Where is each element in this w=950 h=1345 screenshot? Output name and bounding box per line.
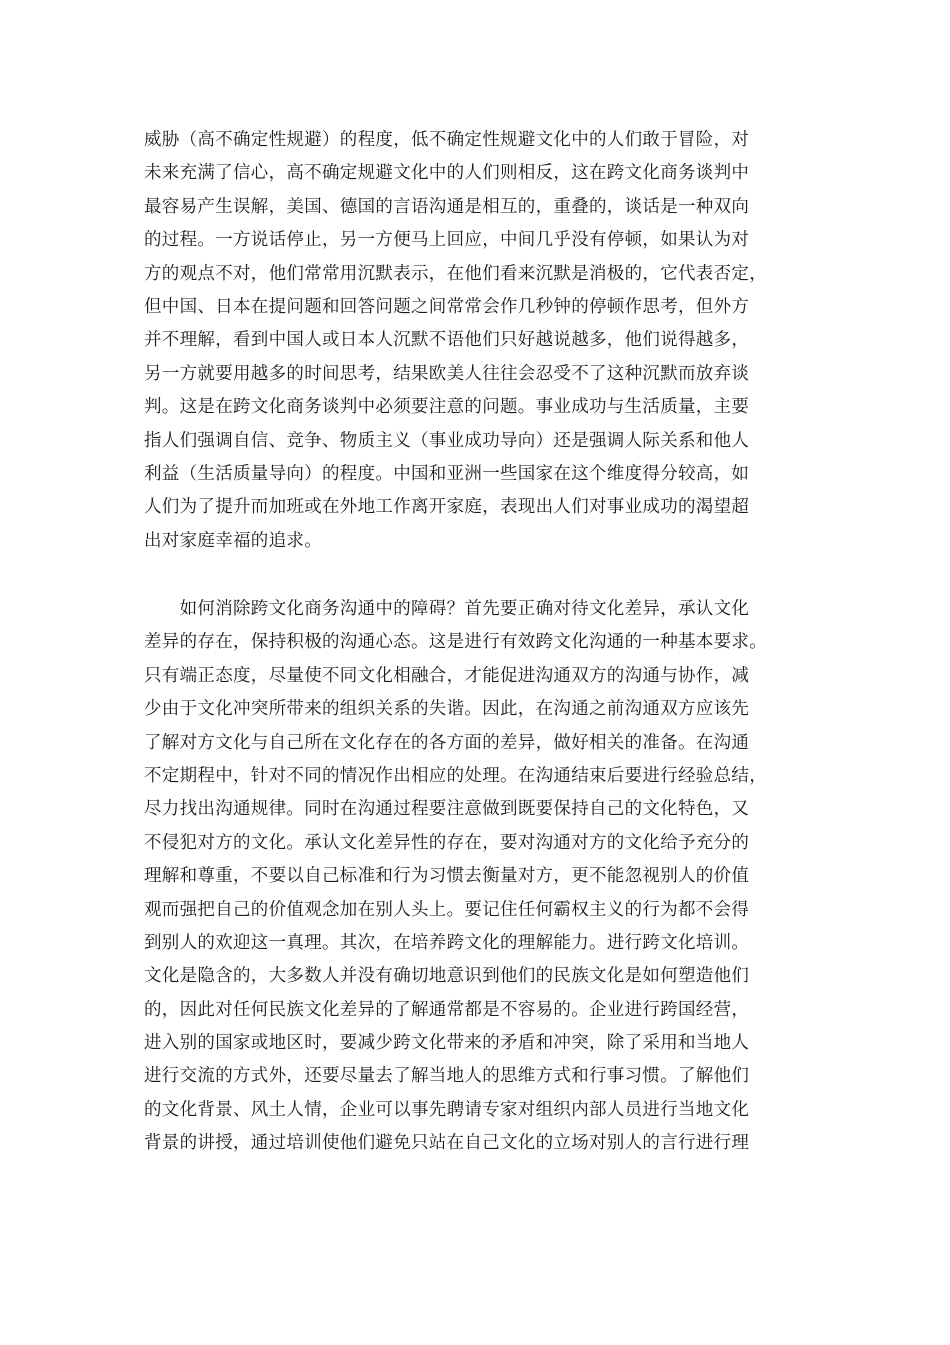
text-line: 指人们强调自信、竞争、物质主义（事业成功导向）还是强调人际关系和他人 [144, 430, 750, 451]
text-line: 理解和尊重，不要以自己标准和行为习惯去衡量对方，更不能忽视别人的价值 [144, 866, 750, 887]
text-line: 了解对方文化与自己所在文化存在的各方面的差异，做好相关的准备。在沟通 [144, 732, 750, 753]
text-line: 尽力找出沟通规律。同时在沟通过程要注意做到既要保持自己的文化特色，又 [144, 799, 750, 820]
text-line: 背景的讲授，通过培训使他们避免只站在自己文化的立场对别人的言行进行理 [144, 1133, 750, 1154]
text-line: 如何消除跨文化商务沟通中的障碍？首先要正确对待文化差异，承认文化 [144, 599, 750, 619]
text-line: 另一方就要用越多的时间思考，结果欧美人往往会忍受不了这种沉默而放弃谈 [144, 363, 750, 384]
text-line: 最容易产生误解，美国、德国的言语沟通是相互的，重叠的，谈话是一种双向 [144, 196, 750, 217]
text-line: 判。这是在跨文化商务谈判中必须要注意的问题。事业成功与生活质量，主要 [144, 397, 750, 418]
text-line: 的过程。一方说话停止，另一方便马上回应，中间几乎没有停顿，如果认为对 [144, 230, 750, 251]
text-line: 的，因此对任何民族文化差异的了解通常都是不容易的。企业进行跨国经营， [144, 999, 750, 1020]
text-line: 少由于文化冲突所带来的组织关系的失谐。因此，在沟通之前沟通双方应该先 [144, 699, 750, 720]
paragraph-overcoming-barriers [144, 593, 767, 1161]
text-line: 的文化背景、风土人情，企业可以事先聘请专家对组织内部人员进行当地文化 [144, 1099, 750, 1120]
text-line: 观而强把自己的价值观念加在别人头上。要记住任何霸权主义的行为都不会得 [144, 899, 750, 920]
text-line: 进入别的国家或地区时，要减少跨文化带来的矛盾和冲突，除了采用和当地人 [144, 1033, 750, 1054]
text-line: 出对家庭幸福的追求。 [144, 530, 322, 551]
text-line: 方的观点不对，他们常常用沉默表示，在他们看来沉默是消极的，它代表否定， [144, 263, 767, 284]
text-line: 并不理解，看到中国人或日本人沉默不语他们只好越说越多，他们说得越多， [144, 330, 750, 351]
text-line: 不定期程中，针对不同的情况作出相应的处理。在沟通结束后要进行经验总结， [144, 765, 767, 786]
paragraph-cultural-dimensions [144, 124, 767, 558]
text-line: 文化是隐含的，大多数人并没有确切地意识到他们的民族文化是如何塑造他们 [144, 966, 750, 987]
text-line: 未来充满了信心，高不确定规避文化中的人们则相反，这在跨文化商务谈判中 [144, 163, 750, 184]
text-line: 不侵犯对方的文化。承认文化差异性的存在，要对沟通对方的文化给予充分的 [144, 832, 750, 853]
text-line: 人们为了提升而加班或在外地工作离开家庭，表现出人们对事业成功的渴望超 [144, 497, 750, 518]
text-line: 但中国、日本在提问题和回答问题之间常常会作几秒钟的停顿作思考，但外方 [144, 296, 750, 317]
text-line: 差异的存在，保持积极的沟通心态。这是进行有效跨文化沟通的一种基本要求。 [144, 632, 767, 653]
text-line: 进行交流的方式外，还要尽量去了解当地人的思维方式和行事习惯。了解他们 [144, 1066, 750, 1087]
text-line: 只有端正态度，尽量使不同文化相融合，才能促进沟通双方的沟通与协作，减 [144, 665, 750, 686]
text-line: 到别人的欢迎这一真理。其次，在培养跨文化的理解能力。进行跨文化培训。 [144, 932, 750, 953]
text-line: 威胁（高不确定性规避）的程度，低不确定性规避文化中的人们敢于冒险，对 [144, 130, 750, 150]
text-line: 利益（生活质量导向）的程度。中国和亚洲一些国家在这个维度得分较高，如 [144, 463, 750, 484]
